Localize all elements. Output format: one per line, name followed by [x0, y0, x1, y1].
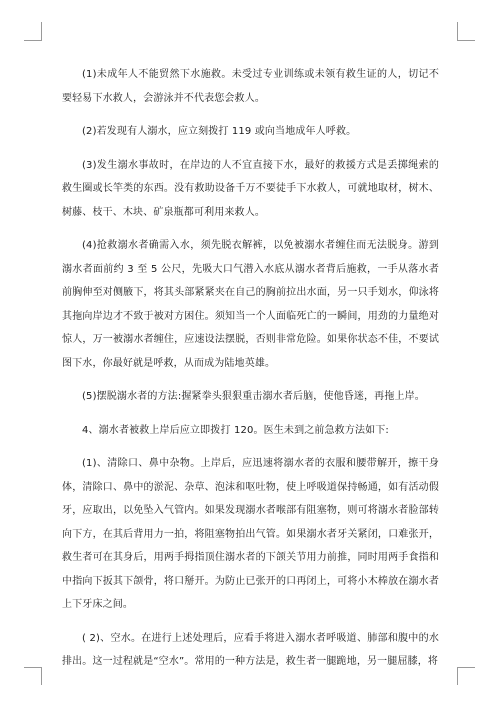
crop-mark-bottom-right: [457, 667, 475, 668]
crop-mark-top-left: [41, 22, 42, 40]
paragraph-shore-rescue: (3)发生溺水事故时，在岸边的人不宜直接下水，最好的救援方式是丢掷绳索的救生圈或长竿类的东西。没有救助设备千万不要徒手下水救人，可就地取材，树木、树藤、枝干、木块、矿泉瓶都可利用来救人。: [62, 159, 439, 218]
paragraph-minors-no-rescue: (1)未成年人不能贸然下水施救。未受过专业训练或未领有救生证的人，切记不要轻易下水救人，会游泳并不代表您会救人。: [62, 69, 439, 104]
paragraph-water-rescue: (4)抢救溺水者确需入水，须先脱衣解裤，以免被溺水者缠住而无法脱身。游到溺水者面前约 3 至 5 公尺，先吸大口气潜入水底从溺水者背后施救，一手从落水者前胸伸至对侧腋下，将其头部紧紧夹在自己的胸前拉出水面，另一只手划水，仰泳将其拖向岸边才不致于被对方困住。须知当一个人面临死亡的一瞬间，用劲的力量绝对惊人，万一被溺水者缠住，应速设法摆脱，否则非常危险。如果你状态不佳，不要试图下水，你最好就是呼救，从而成为陆地英雄。: [62, 240, 439, 369]
crop-mark-bottom-right: [457, 667, 458, 685]
crop-mark-top-left: [24, 40, 42, 41]
crop-mark-bottom-left: [41, 667, 42, 685]
crop-mark-top-right: [457, 40, 475, 41]
paragraph-break-free: (5)摆脱溺水者的方法:握紧拳头狠狠重击溺水者后脑，使他昏迷，再拖上岸。: [82, 391, 425, 402]
paragraph-call-120: 4、溺水者被救上岸后应立即拨打 120。医生未到之前急救方法如下:: [82, 424, 389, 436]
crop-mark-bottom-left: [24, 667, 42, 668]
crop-mark-top-right: [457, 22, 458, 40]
document-body: [62, 63, 439, 684]
paragraph-drain-water: ( 2)、空水。在进行上述处理后，应看手将进入溺水者呼吸道、肺部和腹中的水排出。这一过程就是“空水”。常用的一种方法是，救生者一腿跪地，另一腿屈膝，将: [62, 632, 439, 667]
paragraph-clear-airway: (1)、清除口、鼻中杂物。上岸后，应迅速将溺水者的衣服和腰带解开，擦干身体，清除口、鼻中的淤泥、杂草、泡沫和呕吐物，使上呼吸道保持畅通，如有活动假牙，应取出，以免坠入气管内。如果发现溺水者喉部有阻塞物，则可将溺水者脸部转向下方，在其后背用力一拍，将阻塞物拍出气管。如果溺水者牙关紧闭，口难张开，救生者可在其身后，用两手拇指顶住溺水者的下颌关节用力前推，同时用两手食指和中指向下扳其下颌骨，将口掰开。为防止已张开的口再闭上，可将小木棒放在溺水者上下牙床之间。: [62, 458, 439, 610]
paragraph-call-119: (2)若发现有人溺水，应立刻拨打 119 或向当地成年人呼救。: [82, 126, 357, 137]
